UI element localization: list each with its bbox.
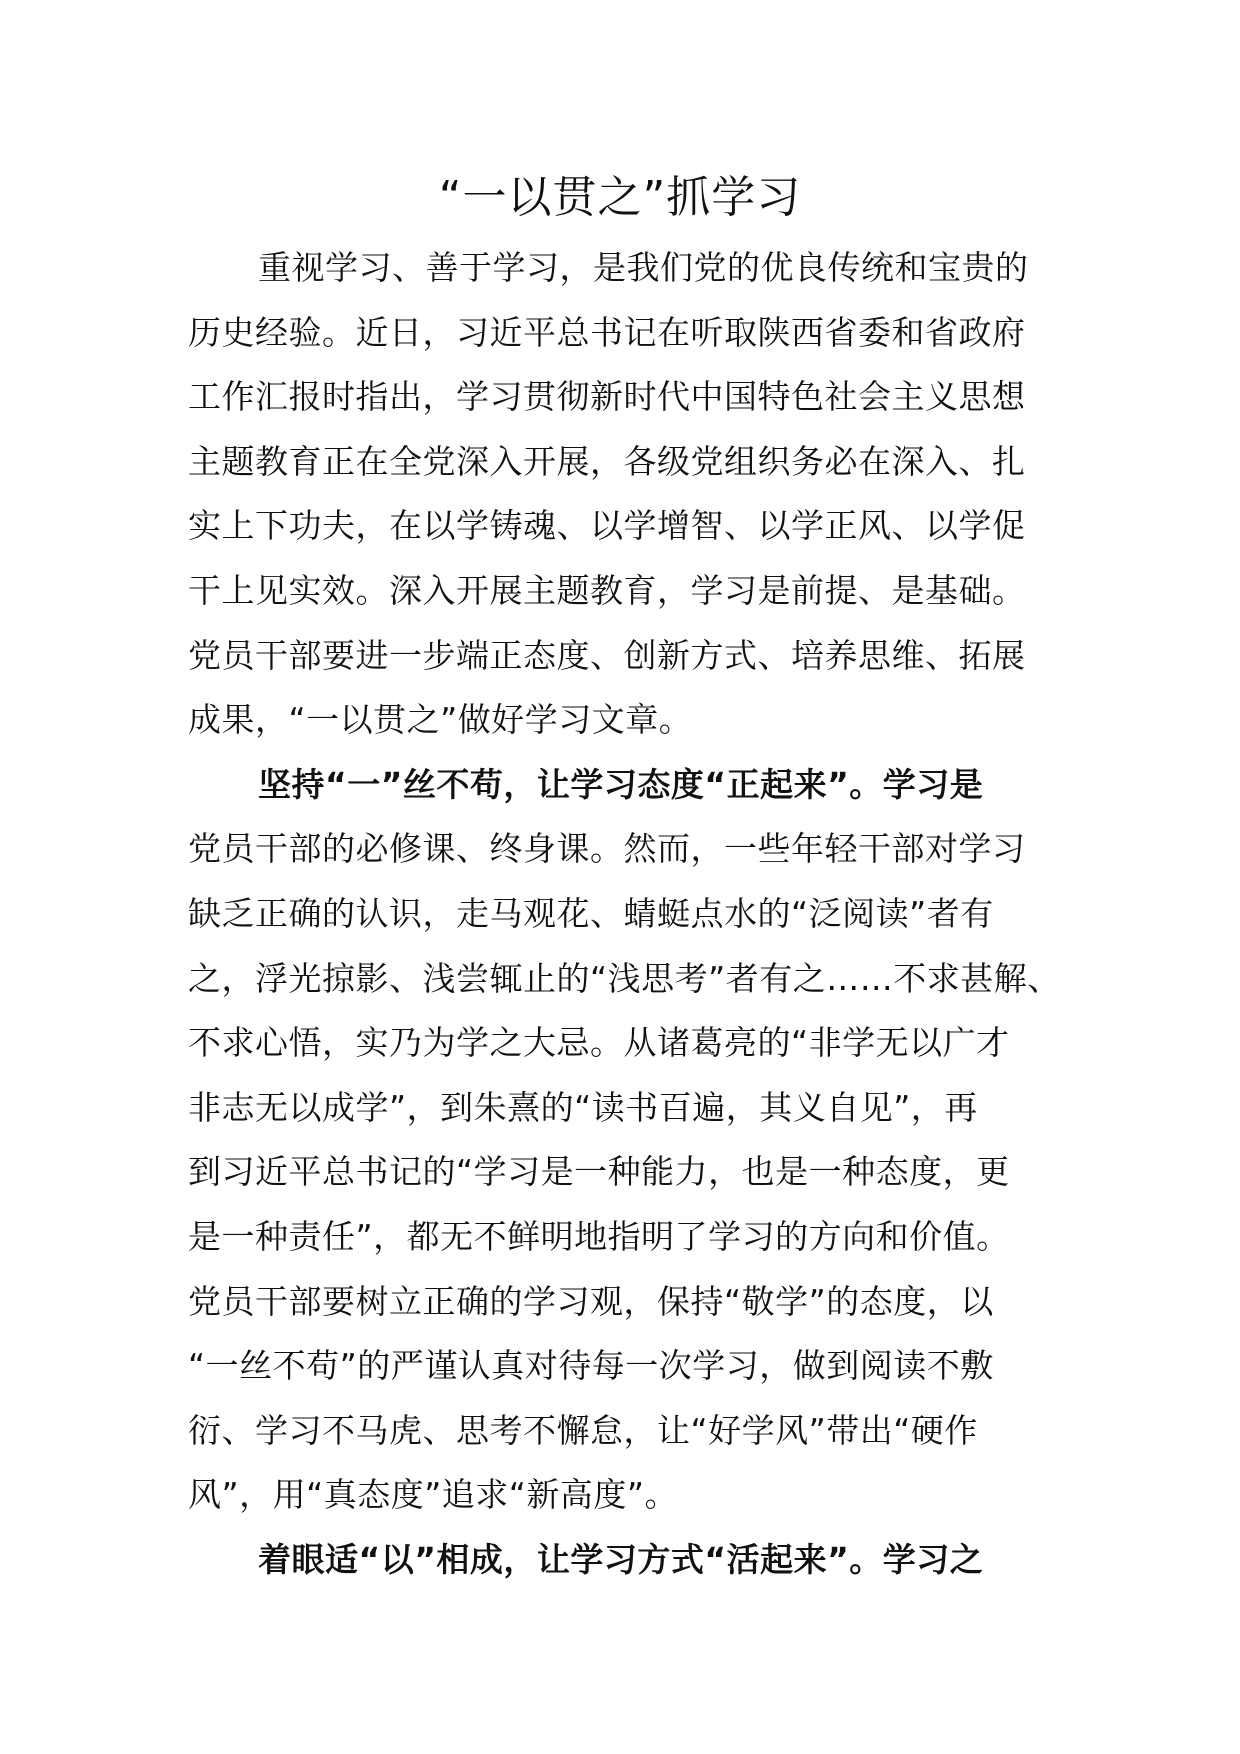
paragraph-line: 缺乏正确的认识，走马观花、蜻蜓点水的“泛阅读”者有: [188, 893, 994, 933]
paragraph-line: 党员干部要进一步端正态度、创新方式、培养思维、拓展: [188, 635, 1026, 675]
document-body: [188, 236, 1088, 1592]
paragraph-line: 党员干部的必修课、终身课。然而，一些年轻干部对学习: [188, 829, 1026, 869]
paragraph-line: 重视学习、善于学习，是我们党的优良传统和宝贵的: [258, 248, 1029, 287]
paragraph-line: 成果，“一以贯之”做好学习文章。: [188, 700, 693, 740]
paragraph-line: 党员干部要树立正确的学习观，保持“敬学”的态度，以: [188, 1281, 994, 1321]
paragraph-line: 历史经验。近日，习近平总书记在听取陕西省委和省政府: [188, 312, 1026, 352]
section-heading-line: 坚持“一”丝不苟，让学习态度“正起来”。学习是: [258, 764, 984, 804]
paragraph-line: 是一种责任”，都无不鲜明地指明了学习的方向和价值。: [188, 1216, 1010, 1256]
paragraph-line: 实上下功夫，在以学铸魂、以学增智、以学正风、以学促: [188, 506, 1026, 546]
paragraph-line: 不求心悟，实乃为学之大忌。从诸葛亮的“非学无以广才: [188, 1023, 1010, 1063]
section-heading-line: 着眼适“以”相成，让学习方式“活起来”。学习之: [258, 1539, 984, 1579]
document-title: “一以贯之”抓学习: [438, 172, 802, 223]
paragraph-line: 衍、学习不马虎、思考不懈怠，让“好学风”带出“硬作: [188, 1410, 978, 1450]
paragraph-line: 之，浮光掠影、浅尝辄止的“浅思考”者有之……不求甚解、: [188, 958, 1061, 998]
paragraph-line: 工作汇报时指出，学习贯彻新时代中国特色社会主义思想: [188, 377, 1026, 417]
paragraph-line: 到习近平总书记的“学习是一种能力，也是一种态度，更: [188, 1152, 1010, 1192]
paragraph-line: 主题教育正在全党深入开展，各级党组织务必在深入、扎: [188, 441, 1026, 481]
paragraph-line: 干上见实效。深入开展主题教育，学习是前提、是基础。: [188, 570, 1026, 610]
paragraph-line: 非志无以成学”，到朱熹的“读书百遍，其义自见”，再: [188, 1087, 978, 1127]
paragraph-line: “一丝不苟”的严谨认真对待每一次学习，做到阅读不敷: [188, 1346, 994, 1386]
paragraph-line: 风”，用“真态度”追求“新高度”。: [188, 1475, 678, 1515]
